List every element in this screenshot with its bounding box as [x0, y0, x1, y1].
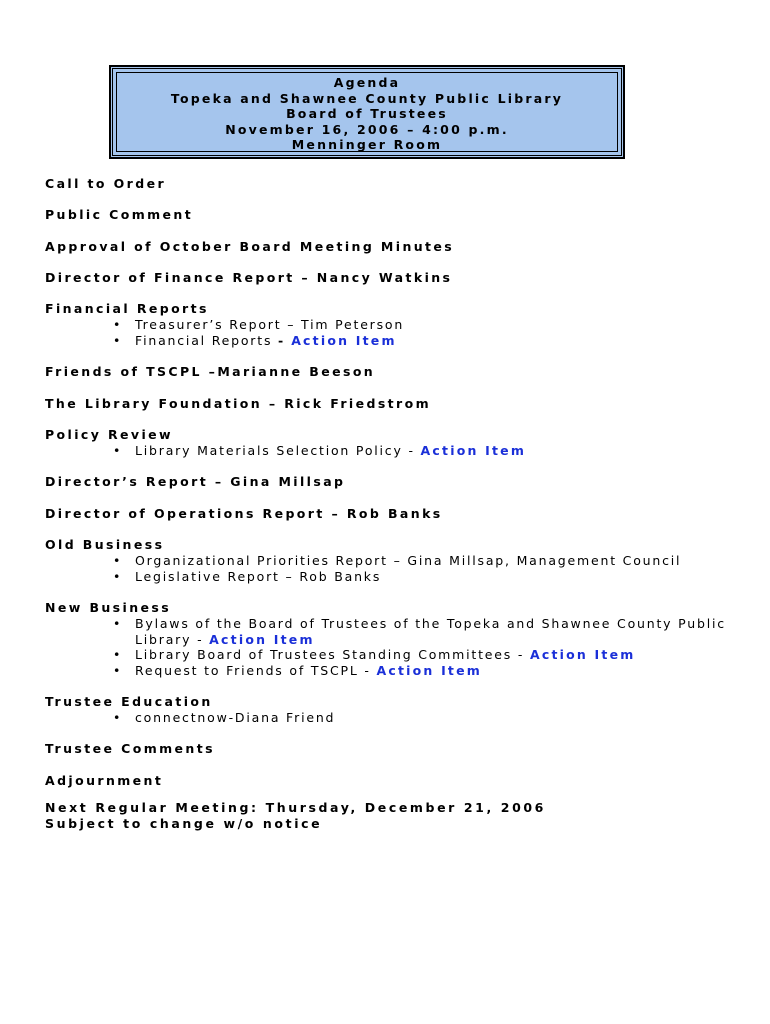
bullet-icon: •: [113, 710, 123, 725]
heading-trustee-comments: Trustee Comments: [45, 741, 215, 756]
trustee-education-list: [45, 710, 745, 726]
section-call-to-order: [45, 176, 745, 207]
bullet-icon: •: [113, 647, 123, 663]
section-public-comment: [45, 207, 745, 239]
agenda-body: [45, 176, 745, 832]
heading-friends: Friends of TSCPL –Marianne Beeson: [45, 364, 376, 379]
bullet-icon: •: [113, 317, 123, 332]
item-text: Library Materials Selection Policy -: [135, 443, 421, 458]
list-item: [45, 333, 745, 349]
bullet-icon: •: [113, 332, 123, 348]
heading-new-business: New Business: [45, 600, 172, 615]
action-item-label: Action Item: [376, 662, 482, 678]
header-date-time: November 16, 2006 – 4:00 p.m.: [225, 121, 509, 137]
section-policy-review: [45, 427, 745, 474]
agenda-header-box: [110, 66, 624, 158]
heading-directors-report: Director’s Report – Gina Millsap: [45, 474, 346, 489]
heading-operations-report: Director of Operations Report – Rob Banks: [45, 506, 443, 521]
item-text: Library Board of Trustees Standing Committees -: [135, 647, 530, 663]
item-text: connectnow-Diana Friend: [135, 710, 336, 725]
section-friends: [45, 364, 745, 396]
item-text: Bylaws of the Board of Trustees of the Topeka and Shawnee County Public: [135, 616, 726, 631]
heading-financial-reports: Financial Reports: [45, 301, 209, 316]
header-agenda-title: Agenda: [333, 75, 401, 90]
section-old-business: [45, 537, 745, 600]
policy-review-list: [45, 443, 745, 459]
item-text: Request to Friends of TSCPL -: [135, 662, 377, 678]
heading-foundation: The Library Foundation – Rick Friedstrom: [45, 396, 432, 411]
list-item: [45, 663, 745, 679]
header-location: Menninger Room: [291, 137, 443, 153]
bullet-icon: •: [113, 568, 123, 584]
section-foundation: [45, 396, 745, 427]
item-text: Legislative Report – Rob Banks: [135, 568, 382, 584]
list-item: [45, 553, 745, 569]
bullet-icon: •: [113, 443, 123, 458]
section-adjournment: [45, 773, 745, 800]
list-item: [45, 569, 745, 585]
heading-trustee-education: Trustee Education: [45, 694, 213, 709]
bullet-icon: •: [113, 662, 123, 678]
section-finance-report: [45, 270, 745, 301]
new-business-list: [45, 616, 745, 678]
header-board-name: Board of Trustees: [286, 106, 448, 122]
item-text: Financial Reports: [135, 332, 279, 348]
heading-approval: Approval of October Board Meeting Minutes: [45, 239, 455, 254]
section-directors-report: [45, 474, 745, 506]
action-item-label: Action Item: [420, 443, 527, 458]
section-financial-reports: [45, 301, 745, 364]
action-item-label: Action Item: [291, 332, 397, 348]
bullet-icon: •: [113, 616, 123, 631]
financial-reports-list: [45, 317, 745, 348]
next-meeting-line: Next Regular Meeting: Thursday, December 21, 2006: [45, 800, 546, 815]
header-library-name: Topeka and Shawnee County Public Library: [170, 90, 564, 106]
section-trustee-education: [45, 694, 745, 741]
heading-old-business: Old Business: [45, 537, 165, 552]
section-operations-report: [45, 506, 745, 537]
action-item-label: Action Item: [529, 647, 636, 663]
notice-line: Subject to change w/o notice: [45, 816, 323, 831]
heading-public-comment: Public Comment: [45, 207, 194, 222]
old-business-list: [45, 553, 745, 584]
heading-finance-report: Director of Finance Report – Nancy Watkins: [45, 270, 453, 285]
heading-adjournment: Adjournment: [45, 773, 164, 788]
list-item: [45, 710, 745, 726]
list-item: [45, 443, 745, 459]
list-item: [45, 317, 745, 333]
list-item: [45, 647, 745, 663]
item-separator: -: [278, 332, 292, 348]
bullet-icon: •: [113, 553, 123, 568]
section-trustee-comments: [45, 741, 745, 773]
section-new-business: [45, 600, 745, 694]
heading-policy-review: Policy Review: [45, 427, 173, 442]
footer-notes: [45, 800, 745, 832]
item-text: Organizational Priorities Report – Gina Millsap, Management Council: [135, 553, 682, 568]
heading-call-to-order: Call to Order: [45, 176, 167, 191]
list-item: [45, 616, 745, 647]
item-text: Treasurer’s Report – Tim Peterson: [135, 317, 405, 332]
section-approval: [45, 239, 745, 270]
action-item-label: Action Item: [209, 631, 315, 647]
item-text-continued: Library -: [135, 631, 210, 647]
